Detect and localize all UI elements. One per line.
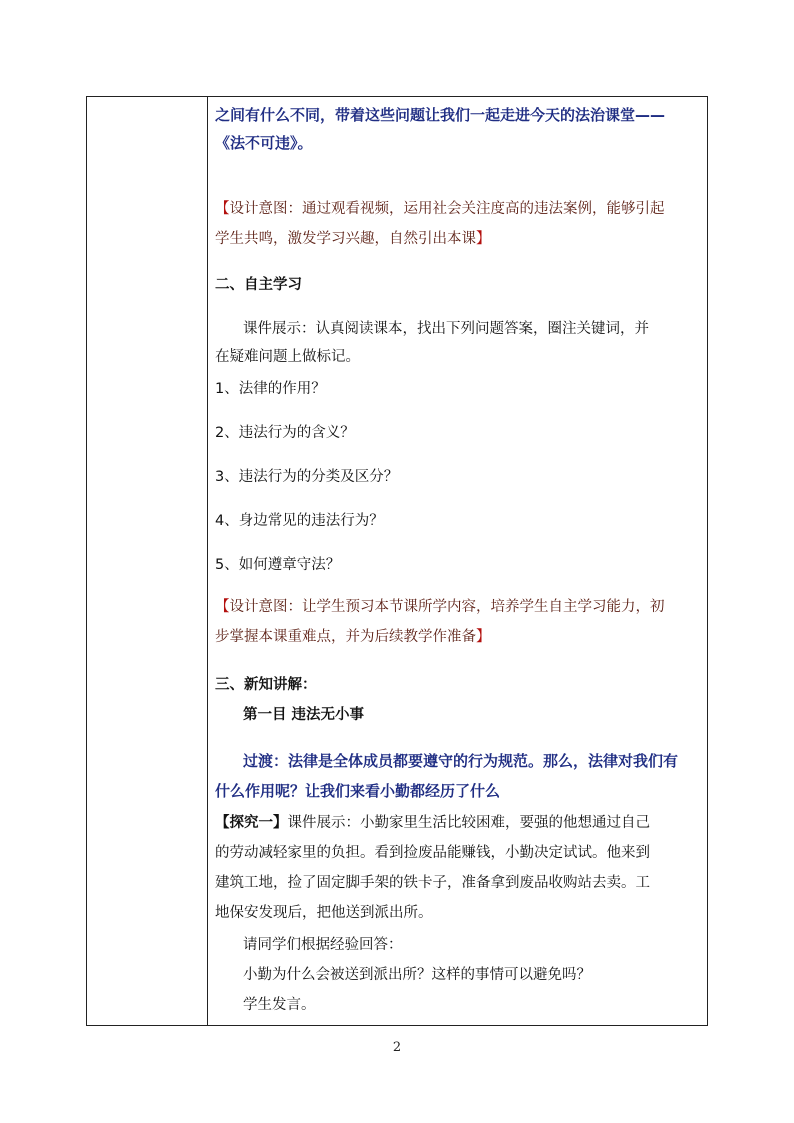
design-note-2-text-a: 设计意图：让学生预习本节课所学内容，培养学生自主学习能力，初 [229, 599, 665, 615]
explore-line-1 [215, 813, 650, 833]
question-line: 小勤为什么会被送到派出所？这样的事情可以避免吗？ [243, 967, 591, 983]
self-study-intro-line-1: 课件展示：认真阅读课本，找出下列问题答案，圈注关键词，并 [243, 321, 649, 337]
question-item: 3、违法行为的分类及区分？ [215, 469, 399, 485]
bracket-open: 【 [215, 201, 230, 217]
design-note-1-line-1 [215, 199, 665, 219]
bracket-open: 【 [215, 599, 230, 615]
section-heading-new-knowledge: 三、新知讲解： [215, 677, 317, 693]
question-item: 2、违法行为的含义？ [215, 425, 355, 441]
explore-line-2: 的劳动减轻家里的负担。看到捡废品能赚钱，小勤决定试试。他来到 [215, 845, 650, 861]
subsection-heading: 第一目 违法无小事 [243, 707, 365, 723]
design-note-2-text-b: 步掌握本课重难点，并为后续教学作准备 [215, 629, 476, 645]
explore-line-4: 地保安发现后，把他送到派出所。 [215, 905, 433, 921]
column-divider [207, 97, 208, 1025]
self-study-intro-line-2: 在疑难问题上做标记。 [215, 349, 360, 365]
design-note-1-text-a: 设计意图：通过观看视频，运用社会关注度高的违法案例，能够引起 [229, 201, 665, 217]
explore-label: 【探究一】 [215, 815, 288, 831]
intro-line-2: 《法不可违》。 [215, 134, 313, 152]
response-line: 学生发言。 [243, 997, 316, 1013]
bracket-close: 】 [476, 629, 491, 645]
explore-line-3: 建筑工地，捡了固定脚手架的铁卡子，准备拿到废品收购站去卖。工 [215, 875, 650, 891]
page-number: 2 [392, 1040, 402, 1055]
question-item: 5、如何遵章守法？ [215, 557, 341, 573]
question-item: 1、法律的作用？ [215, 381, 326, 397]
transition-line-1: 过渡：法律是全体成员都要遵守的行为规范。那么，法律对我们有 [243, 752, 679, 770]
lesson-table [86, 96, 708, 1026]
question-item: 4、身边常见的违法行为？ [215, 513, 384, 529]
design-note-1-text-b: 学生共鸣，激发学习兴趣，自然引出本课 [215, 231, 476, 247]
design-note-2-line-2 [215, 627, 491, 647]
explore-text-1: 课件展示：小勤家里生活比较困难，要强的他想通过自己 [287, 815, 650, 831]
transition-line-2: 什么作用呢？让我们来看小勤都经历了什么 [215, 782, 501, 800]
ask-line: 请同学们根据经验回答： [243, 937, 403, 953]
design-note-2-line-1 [215, 597, 665, 617]
design-note-1-line-2 [215, 229, 491, 249]
bracket-close: 】 [476, 231, 491, 247]
section-heading-self-study: 二、自主学习 [215, 277, 302, 293]
intro-line-1: 之间有什么不同，带着这些问题让我们一起走进今天的法治课堂—— [215, 106, 666, 124]
